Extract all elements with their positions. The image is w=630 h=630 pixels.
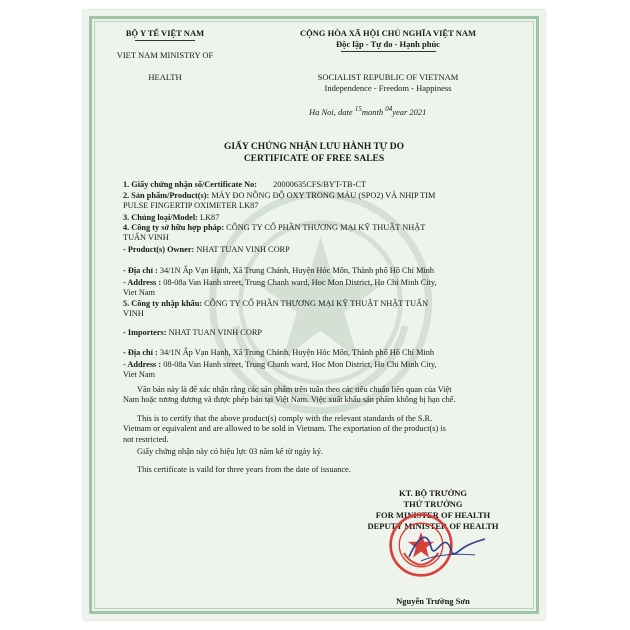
title-vn: GIẤY CHỨNG NHẬN LƯU HÀNH TỰ DO (224, 142, 404, 152)
signer-name: Nguyễn Trường Sơn (396, 596, 470, 606)
motto-en: Independence - Freedom - Happiness (324, 83, 452, 93)
owner-address-vn-label: - Địa chỉ : (123, 266, 158, 275)
certificate-page (83, 10, 545, 620)
validity-en: This certificate is vaild for three years from the date of issuance. (137, 465, 351, 474)
statement-en (123, 414, 508, 445)
owner-address-en-label: - Address : (123, 278, 162, 287)
importer-vn-value: CÔNG TY CỔ PHẦN THƯƠNG MẠI KỸ THUẬT NHẬT TUẤN (202, 299, 429, 308)
owner-en-row (123, 245, 508, 255)
certificate-number-row (123, 180, 508, 190)
date-day: 15 (354, 105, 362, 113)
statement-vn-line1: Văn bản này là để xác nhận rằng các sản phẩm trên tuân theo các tiêu chuẩn liên quan của Việt (137, 385, 452, 394)
statement-vn (123, 385, 508, 406)
importer-en-row (123, 328, 508, 338)
sign-title-vn-2: THỨ TRƯỞNG (403, 499, 463, 509)
model-row (123, 213, 508, 223)
importer-address-en-value: 08-08a Van Hanh street, Trung Chanh ward, Hoc Mon District, Ho Chi Minh City, (161, 360, 437, 369)
ministry-name-vn: BỘ Y TẾ VIỆT NAM (125, 28, 205, 38)
date-month-label: month (361, 106, 384, 117)
statement-vn-line2: Nam hoặc tương đương và được phép bán tại Việt Nam. Việc xuất khẩu sản phẩm không bị hạn chế. (123, 395, 456, 405)
republic-name-en: SOCIALIST REPUBLIC OF VIETNAM (317, 72, 459, 82)
date-prefix: Ha Noi, date (309, 106, 353, 117)
certificate-number-label: 1. Giấy chứng nhận số/Certificate No: (123, 180, 258, 189)
ministry-name-en-line1: VIET NAM MINISTRY OF (116, 50, 214, 60)
sign-title-vn-1: KT. BỘ TRƯỞNG (398, 488, 468, 498)
republic-name-vn: CỘNG HÒA XÃ HỘI CHỦ NGHĨA VIỆT NAM (299, 28, 477, 38)
product-label: 2. Sản phẩm/Product(s): (123, 191, 210, 200)
model-label: 3. Chủng loại/Model: (123, 213, 198, 222)
header-underline-left (135, 40, 195, 41)
date-month: 04 (385, 105, 393, 113)
date-year: 2021 (409, 106, 427, 117)
sign-title-en-2: DEPUTY MINISTER OF HEALTH (367, 521, 499, 531)
owner-address-vn-row (123, 266, 508, 276)
importer-en-value: NHAT TUAN VINH CORP (166, 328, 262, 337)
validity-vn: Giấy chứng nhận này có hiệu lực 03 năm kể từ ngày ký. (137, 447, 324, 456)
product-value-vn: MÁY ĐO NỒNG ĐỘ OXY TRONG MÁU (SPO2) VÀ NHỊP TIM (209, 191, 436, 200)
importer-vn-row (123, 299, 508, 319)
ministry-name-en-line2: HEALTH (148, 72, 182, 82)
statement-en-line1: This is to certify that the above product(s) comply with the relevant standards of the S.R. (137, 414, 433, 423)
owner-address-en-value-cont: Viet Nam (123, 288, 155, 298)
importer-address-vn-label: - Địa chỉ : (123, 348, 158, 357)
importer-address-vn-value: 34/1N Ấp Vạn Hạnh, Xã Trung Chánh, Huyện Hóc Môn, Thành phố Hồ Chí Minh (157, 348, 435, 357)
owner-address-en-value: 08-08a Van Hanh street, Trung Chanh ward, Hoc Mon District, Ho Chi Minh City, (161, 278, 437, 287)
product-value-en: PULSE FINGERTIP OXIMETER LK87 (123, 201, 259, 211)
model-value: LK87 (197, 213, 220, 222)
issue-date (309, 104, 426, 117)
date-year-label: year (392, 106, 408, 117)
importer-vn-value-cont: VINH (123, 309, 144, 319)
header-underline-right (341, 51, 436, 52)
owner-address-en-row (123, 278, 508, 298)
owner-vn-value: CÔNG TY CỔ PHẦN THƯƠNG MẠI KỸ THUẬT NHẬT (224, 223, 426, 232)
owner-address-vn-value: 34/1N Ấp Vạn Hạnh, Xã Trung Chánh, Huyện Hóc Môn, Thành phố Hồ Chí Minh (157, 266, 435, 275)
statement-en-line3: not restricted. (123, 434, 169, 444)
owner-vn-row (123, 223, 508, 243)
importer-address-en-row (123, 360, 508, 380)
importer-address-en-value-cont: Viet Nam (123, 370, 155, 380)
owner-en-label: - Product(s) Owner: (123, 245, 195, 254)
certificate-number-value: 20000635CFS/BYT-TB-CT (273, 180, 366, 189)
motto-vn: Độc lập - Tự do - Hạnh phúc (336, 39, 440, 49)
importer-address-vn-row (123, 348, 508, 358)
handwritten-signature-icon (401, 525, 491, 570)
importer-address-en-label: - Address : (123, 360, 162, 369)
importer-en-label: - Importers: (123, 328, 167, 337)
owner-en-value: NHAT TUAN VINH CORP (194, 245, 290, 254)
title-en: CERTIFICATE OF FREE SALES (243, 154, 385, 164)
sign-title-en-1: FOR MINISTER OF HEALTH (375, 510, 491, 520)
product-row (123, 191, 508, 211)
owner-vn-value-cont: TUẤN VINH (123, 233, 169, 243)
statement-en-line2: Vietnam or equivalent and are allowed to be sold in Vietnam. The exportation of the product(s) is (123, 424, 446, 434)
importer-vn-label: 5. Công ty nhập khẩu: (123, 299, 203, 308)
owner-vn-label: 4. Công ty sở hữu hợp pháp: (123, 223, 225, 232)
